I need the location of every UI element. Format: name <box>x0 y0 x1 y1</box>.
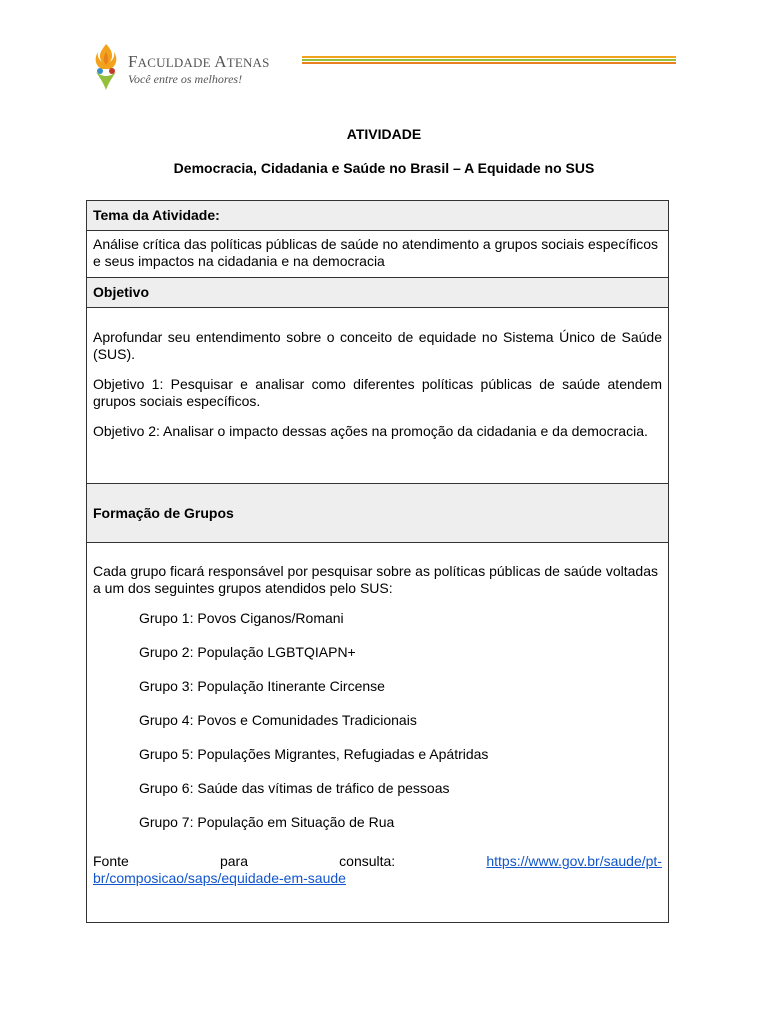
formacao-body <box>87 543 669 923</box>
header <box>88 40 678 95</box>
fonte-label-consulta: consulta: <box>339 853 396 869</box>
list-item: Grupo 7: População em Situação de Rua <box>139 814 395 830</box>
groups-list <box>93 610 662 831</box>
document-subtitle: Democracia, Cidadania e Saúde no Brasil – A Equidade no SUS <box>173 160 595 176</box>
list-item: Grupo 3: População Itinerante Circense <box>139 678 385 694</box>
header-stripe-orange <box>302 56 676 58</box>
list-item: Grupo 4: Povos e Comunidades Tradicionais <box>139 712 417 728</box>
list-item: Grupo 1: Povos Ciganos/Romani <box>139 610 344 626</box>
objetivo-1-paragraph: Objetivo 1: Pesquisar e analisar como diferentes políticas públicas de saúde atendem grupos sociais específicos. <box>93 376 662 409</box>
fonte-label-para: para <box>219 853 248 869</box>
brand-name: FACULDADE ATENAS <box>128 52 270 71</box>
list-item: Grupo 5: Populações Migrantes, Refugiadas e Apátridas <box>139 746 489 762</box>
torch-logo-icon <box>90 42 122 92</box>
objetivo-2-paragraph: Objetivo 2: Analisar o impacto dessas ações na promoção da cidadania e da democracia. <box>93 423 648 439</box>
list-item: Grupo 6: Saúde das vítimas de tráfico de pessoas <box>139 780 450 796</box>
activity-table <box>86 200 669 923</box>
objetivo-paragraph: Aprofundar seu entendimento sobre o conceito de equidade no Sistema Único de Saúde (SUS). <box>93 329 662 362</box>
tema-header: Tema da Atividade: <box>87 201 669 231</box>
list-item: Grupo 2: População LGBTQIAPN+ <box>139 644 356 660</box>
objetivo-body <box>87 308 669 484</box>
fonte-section <box>93 853 662 887</box>
fonte-label: Fonte <box>93 853 129 869</box>
fonte-link-part2[interactable]: br/composicao/saps/equidade-em-saude <box>93 870 346 886</box>
objetivo-header: Objetivo <box>87 278 669 308</box>
tema-text: Análise crítica das políticas públicas de saúde no atendimento a grupos sociais específicos e seus impactos na cidadania e na democracia <box>87 231 669 278</box>
document-title: ATIVIDADE <box>346 126 422 142</box>
fonte-link-part1[interactable]: https://www.gov.br/saude/pt- <box>486 853 662 869</box>
formacao-header: Formação de Grupos <box>87 484 669 543</box>
brand-slogan: Você entre os melhores! <box>128 72 243 86</box>
header-stripe-green <box>302 59 676 61</box>
formacao-intro: Cada grupo ficará responsável por pesquisar sobre as políticas públicas de saúde voltadas a um dos seguintes grupos atendidos pelo SUS: <box>93 563 659 596</box>
header-stripe-dark-orange <box>302 62 676 64</box>
